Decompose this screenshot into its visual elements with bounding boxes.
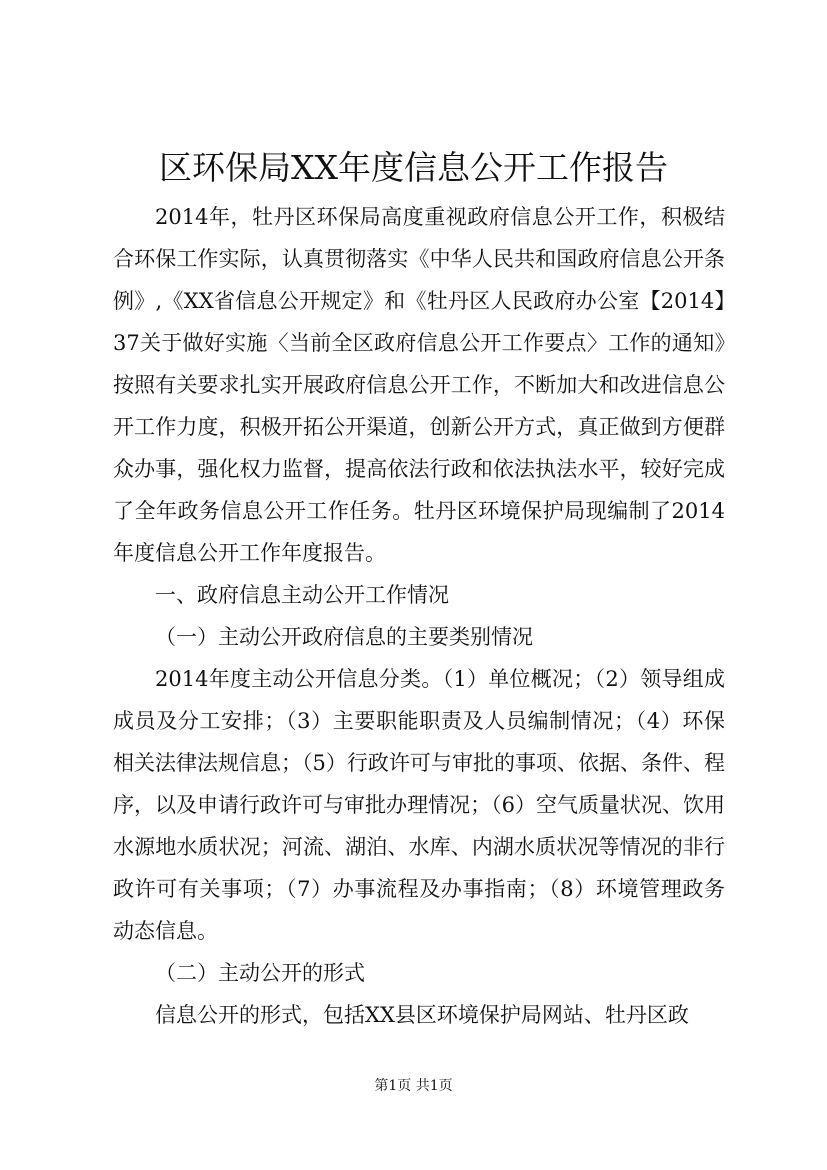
section-heading-1: 一、政府信息主动公开工作情况 [155,583,449,607]
subsection-heading-2: （二）主动公开的形式 [155,961,365,985]
document-title: 区环保局XX年度信息公开工作报告 [159,148,668,187]
paragraph-forms: 信息公开的形式，包括XX县区环境保护局网站、牡丹区政 [155,1003,689,1027]
page-number-footer: 第1页 共1页 [374,1078,453,1094]
subsection-heading-1: （一）主动公开政府信息的主要类别情况 [155,625,533,649]
paragraph-categories: 2014年度主动公开信息分类。（1）单位概况；（2）领导组成成员及分工安排；（3）主要职能职责及人员编制情况；（4）环保相关法律法规信息；（5）行政许可与审批的事项、依据、条件、程序，以及申请行政许可与审批办理情况；（6）空气质量状况、饮用水源地水质状况；河流、湖泊、水库、内湖水质状况等情况的非行政许可有关事项；（7）办事流程及办事指南；（8）环境管理政务动态信息。 [113,667,725,943]
paragraph-intro: 2014年，牡丹区环保局高度重视政府信息公开工作，积极结合环保工作实际，认真贯彻落实《中华人民共和国政府信息公开条例》,《XX省信息公开规定》和《牡丹区人民政府办公室【2014】37关于做好实施〈当前全区政府信息公开工作要点〉工作的通知》按照有关要求扎实开展政府信息公开工作，不断加大和改进信息公开工作力度，积极开拓公开渠道，创新公开方式，真正做到方便群众办事，强化权力监督，提高依法行政和依法执法水平，较好完成了全年政务信息公开工作任务。牡丹区环境保护局现编制了2014年度信息公开工作年度报告。 [113,205,725,565]
document-body [113,196,725,1036]
